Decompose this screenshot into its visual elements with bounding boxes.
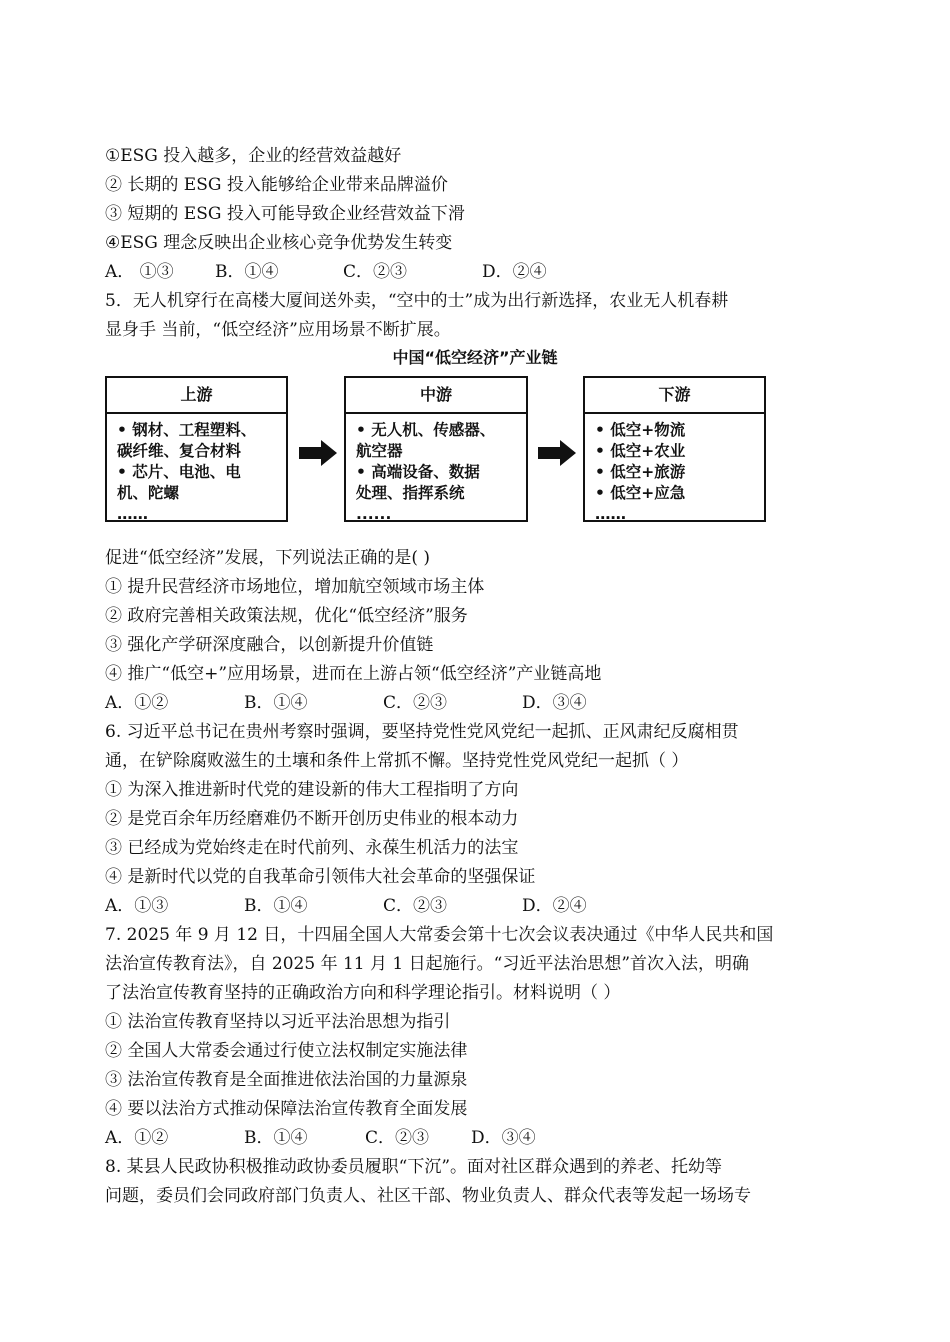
q7-choice-c: C．②③ bbox=[365, 1128, 430, 1148]
q5-option-4: ④ 推广“低空+”应用场景，进而在上游占领“低空经济”产业链高地 bbox=[105, 664, 602, 684]
q4-choice-d: D．②④ bbox=[482, 262, 547, 282]
q5-stem-line-2: 显身手 当前，“低空经济”应用场景不断扩展。 bbox=[105, 320, 451, 340]
q4-choice-a: A． ①③ bbox=[105, 262, 174, 282]
midstream-line: • 无人机、传感器、 bbox=[356, 421, 496, 439]
midstream-line: 航空器 bbox=[356, 442, 403, 460]
upstream-line: • 芯片、电池、电 bbox=[117, 463, 241, 481]
q5-option-3: ③ 强化产学研深度融合，以创新提升价值链 bbox=[105, 635, 434, 655]
q7-option-3: ③ 法治宣传教育是全面推进依法治国的力量源泉 bbox=[105, 1070, 468, 1090]
downstream-line: • 低空+农业 bbox=[595, 442, 686, 460]
downstream-content bbox=[585, 414, 764, 525]
q5-stem-line-1: 5．无人机穿行在高楼大厦间送外卖，“空中的士”成为出行新选择，农业无人机春耕 bbox=[105, 291, 729, 311]
midstream-box bbox=[344, 376, 528, 522]
upstream-line: …… bbox=[117, 505, 148, 523]
q7-stem-line-1: 7. 2025 年 9 月 12 日，十四届全国人大常委会第十七次会议表决通过《中华人民共和国 bbox=[105, 925, 774, 945]
q7-stem-line-3: 了法治宣传教育坚持的正确政治方向和科学理论指引。材料说明（ ） bbox=[105, 983, 621, 1003]
q5-option-2: ② 政府完善相关政策法规，优化“低空经济”服务 bbox=[105, 606, 468, 626]
midstream-line: ...... bbox=[356, 505, 392, 523]
q6-option-3: ③ 已经成为党始终走在时代前列、永葆生机活力的法宝 bbox=[105, 838, 519, 858]
midstream-line: 处理、指挥系统 bbox=[356, 484, 465, 502]
upstream-line: • 钢材、工程塑料、 bbox=[117, 421, 257, 439]
q6-option-1: ① 为深入推进新时代党的建设新的伟大工程指明了方向 bbox=[105, 780, 519, 800]
q7-choice-b: B．①④ bbox=[244, 1128, 308, 1148]
q8-stem-line-1: 8. 某县人民政协积极推动政协委员履职“下沉”。面对社区群众遇到的养老、托幼等 bbox=[105, 1157, 723, 1177]
downstream-line: • 低空+旅游 bbox=[595, 463, 686, 481]
q7-choice-d: D．③④ bbox=[471, 1128, 536, 1148]
downstream-line: …… bbox=[595, 505, 626, 523]
arrow-right-icon bbox=[538, 440, 576, 466]
downstream-title: 下游 bbox=[585, 378, 764, 414]
q5-choice-d: D．③④ bbox=[522, 693, 587, 713]
q5-choice-b: B．①④ bbox=[244, 693, 308, 713]
upstream-title: 上游 bbox=[107, 378, 286, 414]
upstream-box bbox=[105, 376, 288, 522]
q4-option-2: ② 长期的 ESG 投入能够给企业带来品牌溢价 bbox=[105, 175, 448, 195]
arrow-right-icon bbox=[299, 440, 337, 466]
q8-stem-line-2: 问题，委员们会同政府部门负责人、社区干部、物业负责人、群众代表等发起一场场专 bbox=[105, 1186, 751, 1206]
q6-option-2: ② 是党百余年历经磨难仍不断开创历史伟业的根本动力 bbox=[105, 809, 519, 829]
upstream-content bbox=[107, 414, 286, 525]
midstream-line: • 高端设备、数据 bbox=[356, 463, 480, 481]
q6-choice-b: B．①④ bbox=[244, 896, 308, 916]
q5-option-1: ① 提升民营经济市场地位，增加航空领域市场主体 bbox=[105, 577, 485, 597]
q6-stem-line-2: 通，在铲除腐败滋生的土壤和条件上常抓不懈。坚持党性党风党纪一起抓（ ） bbox=[105, 751, 689, 771]
q7-option-1: ① 法治宣传教育坚持以习近平法治思想为指引 bbox=[105, 1012, 451, 1032]
q4-option-4: ④ESG 理念反映出企业核心竞争优势发生转变 bbox=[105, 233, 453, 253]
downstream-line: • 低空+应急 bbox=[595, 484, 686, 502]
q5-question: 促进“低空经济”发展，下列说法正确的是( ) bbox=[105, 548, 431, 568]
chain-diagram-title: 中国“低空经济”产业链 bbox=[392, 348, 558, 367]
q6-stem-line-1: 6. 习近平总书记在贵州考察时强调，要坚持党性党风党纪一起抓、正风肃纪反腐相贯 bbox=[105, 722, 739, 742]
downstream-line: • 低空+物流 bbox=[595, 421, 686, 439]
downstream-box bbox=[583, 376, 766, 522]
upstream-line: 机、陀螺 bbox=[117, 484, 180, 502]
q4-choice-b: B．①④ bbox=[215, 262, 279, 282]
midstream-content bbox=[346, 414, 526, 525]
q4-option-3: ③ 短期的 ESG 投入可能导致企业经营效益下滑 bbox=[105, 204, 465, 224]
q4-option-1: ①ESG 投入越多，企业的经营效益越好 bbox=[105, 146, 402, 166]
q7-choice-a: A．①② bbox=[105, 1128, 169, 1148]
q4-choice-c: C．②③ bbox=[343, 262, 408, 282]
q5-choice-c: C．②③ bbox=[383, 693, 448, 713]
q6-choice-c: C．②③ bbox=[383, 896, 448, 916]
q7-option-2: ② 全国人大常委会通过行使立法权制定实施法律 bbox=[105, 1041, 468, 1061]
q6-choice-a: A．①③ bbox=[105, 896, 169, 916]
q6-choice-d: D．②④ bbox=[522, 896, 587, 916]
q6-option-4: ④ 是新时代以党的自我革命引领伟大社会革命的坚强保证 bbox=[105, 867, 536, 887]
upstream-line: 碳纤维、复合材料 bbox=[117, 442, 242, 460]
q5-choice-a: A．①② bbox=[105, 693, 169, 713]
q7-option-4: ④ 要以法治方式推动保障法治宣传教育全面发展 bbox=[105, 1099, 468, 1119]
midstream-title: 中游 bbox=[346, 378, 526, 414]
q7-stem-line-2: 法治宣传教育法》，自 2025 年 11 月 1 日起施行。“习近平法治思想”首次入法，明确 bbox=[105, 954, 750, 974]
